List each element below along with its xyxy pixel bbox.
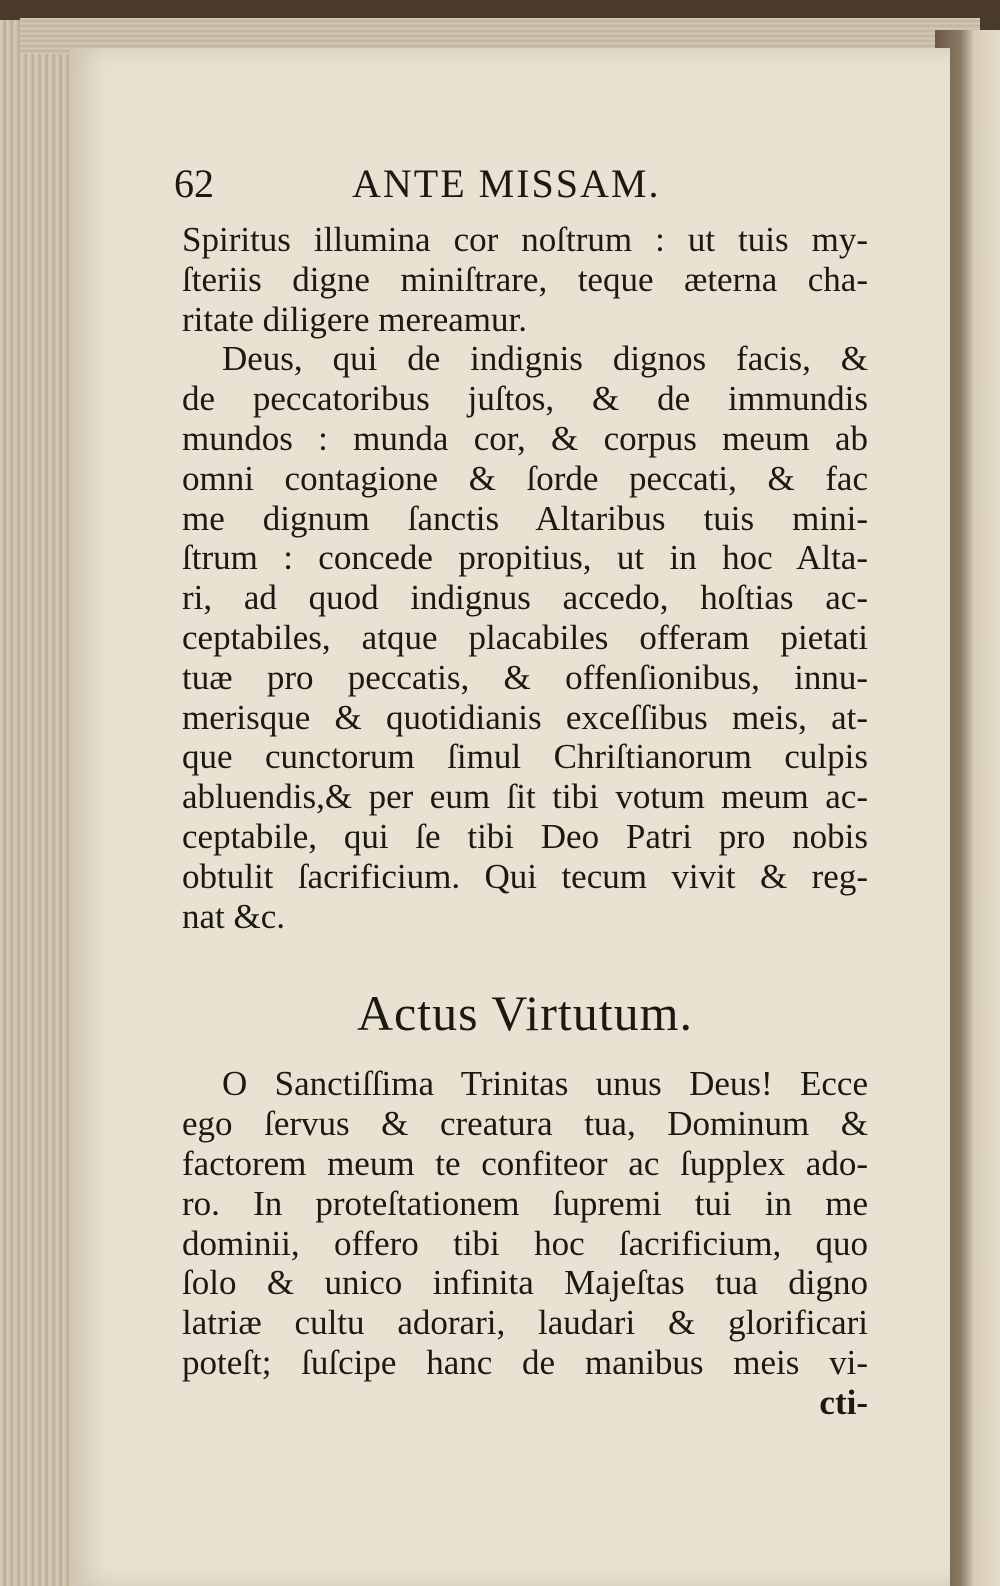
page-header <box>174 150 882 220</box>
section-title: Actus Virtutum. <box>356 985 694 1042</box>
text-line: dominii, offero tibi hoc ſacrificium, quo <box>182 1223 868 1263</box>
text-line: ritate diligere mereamur. <box>182 299 527 339</box>
text-line: ro. In proteſtationem ſupremi tui in me <box>182 1183 868 1223</box>
text-line: abluendis,& per eum ſit tibi votum meum ac- <box>182 777 868 817</box>
text-line: que cunctorum ſimul Chriſtianorum culpis <box>182 737 868 777</box>
text-line: me dignum ſanctis Altaribus tuis mini- <box>182 498 868 538</box>
text-line: ſteriis digne miniſtrare, teque æterna cha- <box>182 259 868 299</box>
text-line: mundos : munda cor, & corpus meum ab <box>182 418 868 458</box>
text-line: Spiritus illumina cor noſtrum : ut tuis my- <box>182 220 868 259</box>
page-text <box>174 150 882 1423</box>
text-line: de peccatoribus juſtos, & de immundis <box>182 379 868 419</box>
text-line: ri, ad quod indignus accedo, hoſtias ac- <box>182 578 868 618</box>
text-line: ceptabile, qui ſe tibi Deo Patri pro nobis <box>182 816 868 856</box>
paragraph-3 <box>182 1064 882 1382</box>
text-line: obtulit ſacrificium. Qui tecum vivit & reg- <box>182 856 868 896</box>
text-line: nat &c. <box>182 896 286 936</box>
running-head: ANTE MISSAM. <box>352 161 661 206</box>
paragraph-2 <box>182 339 882 936</box>
text-line: poteſt; ſuſcipe hanc de manibus meis vi- <box>182 1342 868 1382</box>
text-line: latriæ cultu adorari, laudari & glorificari <box>182 1303 868 1343</box>
text-line: ego ſervus & creatura tua, Dominum & <box>182 1104 868 1144</box>
text-line: ſolo & unico infinita Majeſtas tua digno <box>182 1263 868 1303</box>
text-line: ceptabiles, atque placabiles offeram pietati <box>182 617 868 657</box>
text-line: O Sanctiſſima Trinitas unus Deus! Ecce <box>222 1064 868 1104</box>
text-line: factorem meum te confiteor ac ſupplex ado- <box>182 1143 868 1183</box>
text-line: tuæ pro peccatis, & offenſionibus, innu- <box>182 657 868 697</box>
text-line: Deus, qui de indignis dignos facis, & <box>222 339 868 379</box>
text-line: merisque & quotidianis exceſſibus meis, at- <box>182 697 868 737</box>
text-line: omni contagione & ſorde peccati, & fac <box>182 458 868 498</box>
page-number: 62 <box>174 161 214 206</box>
paragraph-1 <box>182 220 882 339</box>
text-line: ſtrum : concede propitius, ut in hoc Alta- <box>182 538 868 578</box>
catchword: cti- <box>819 1382 868 1422</box>
